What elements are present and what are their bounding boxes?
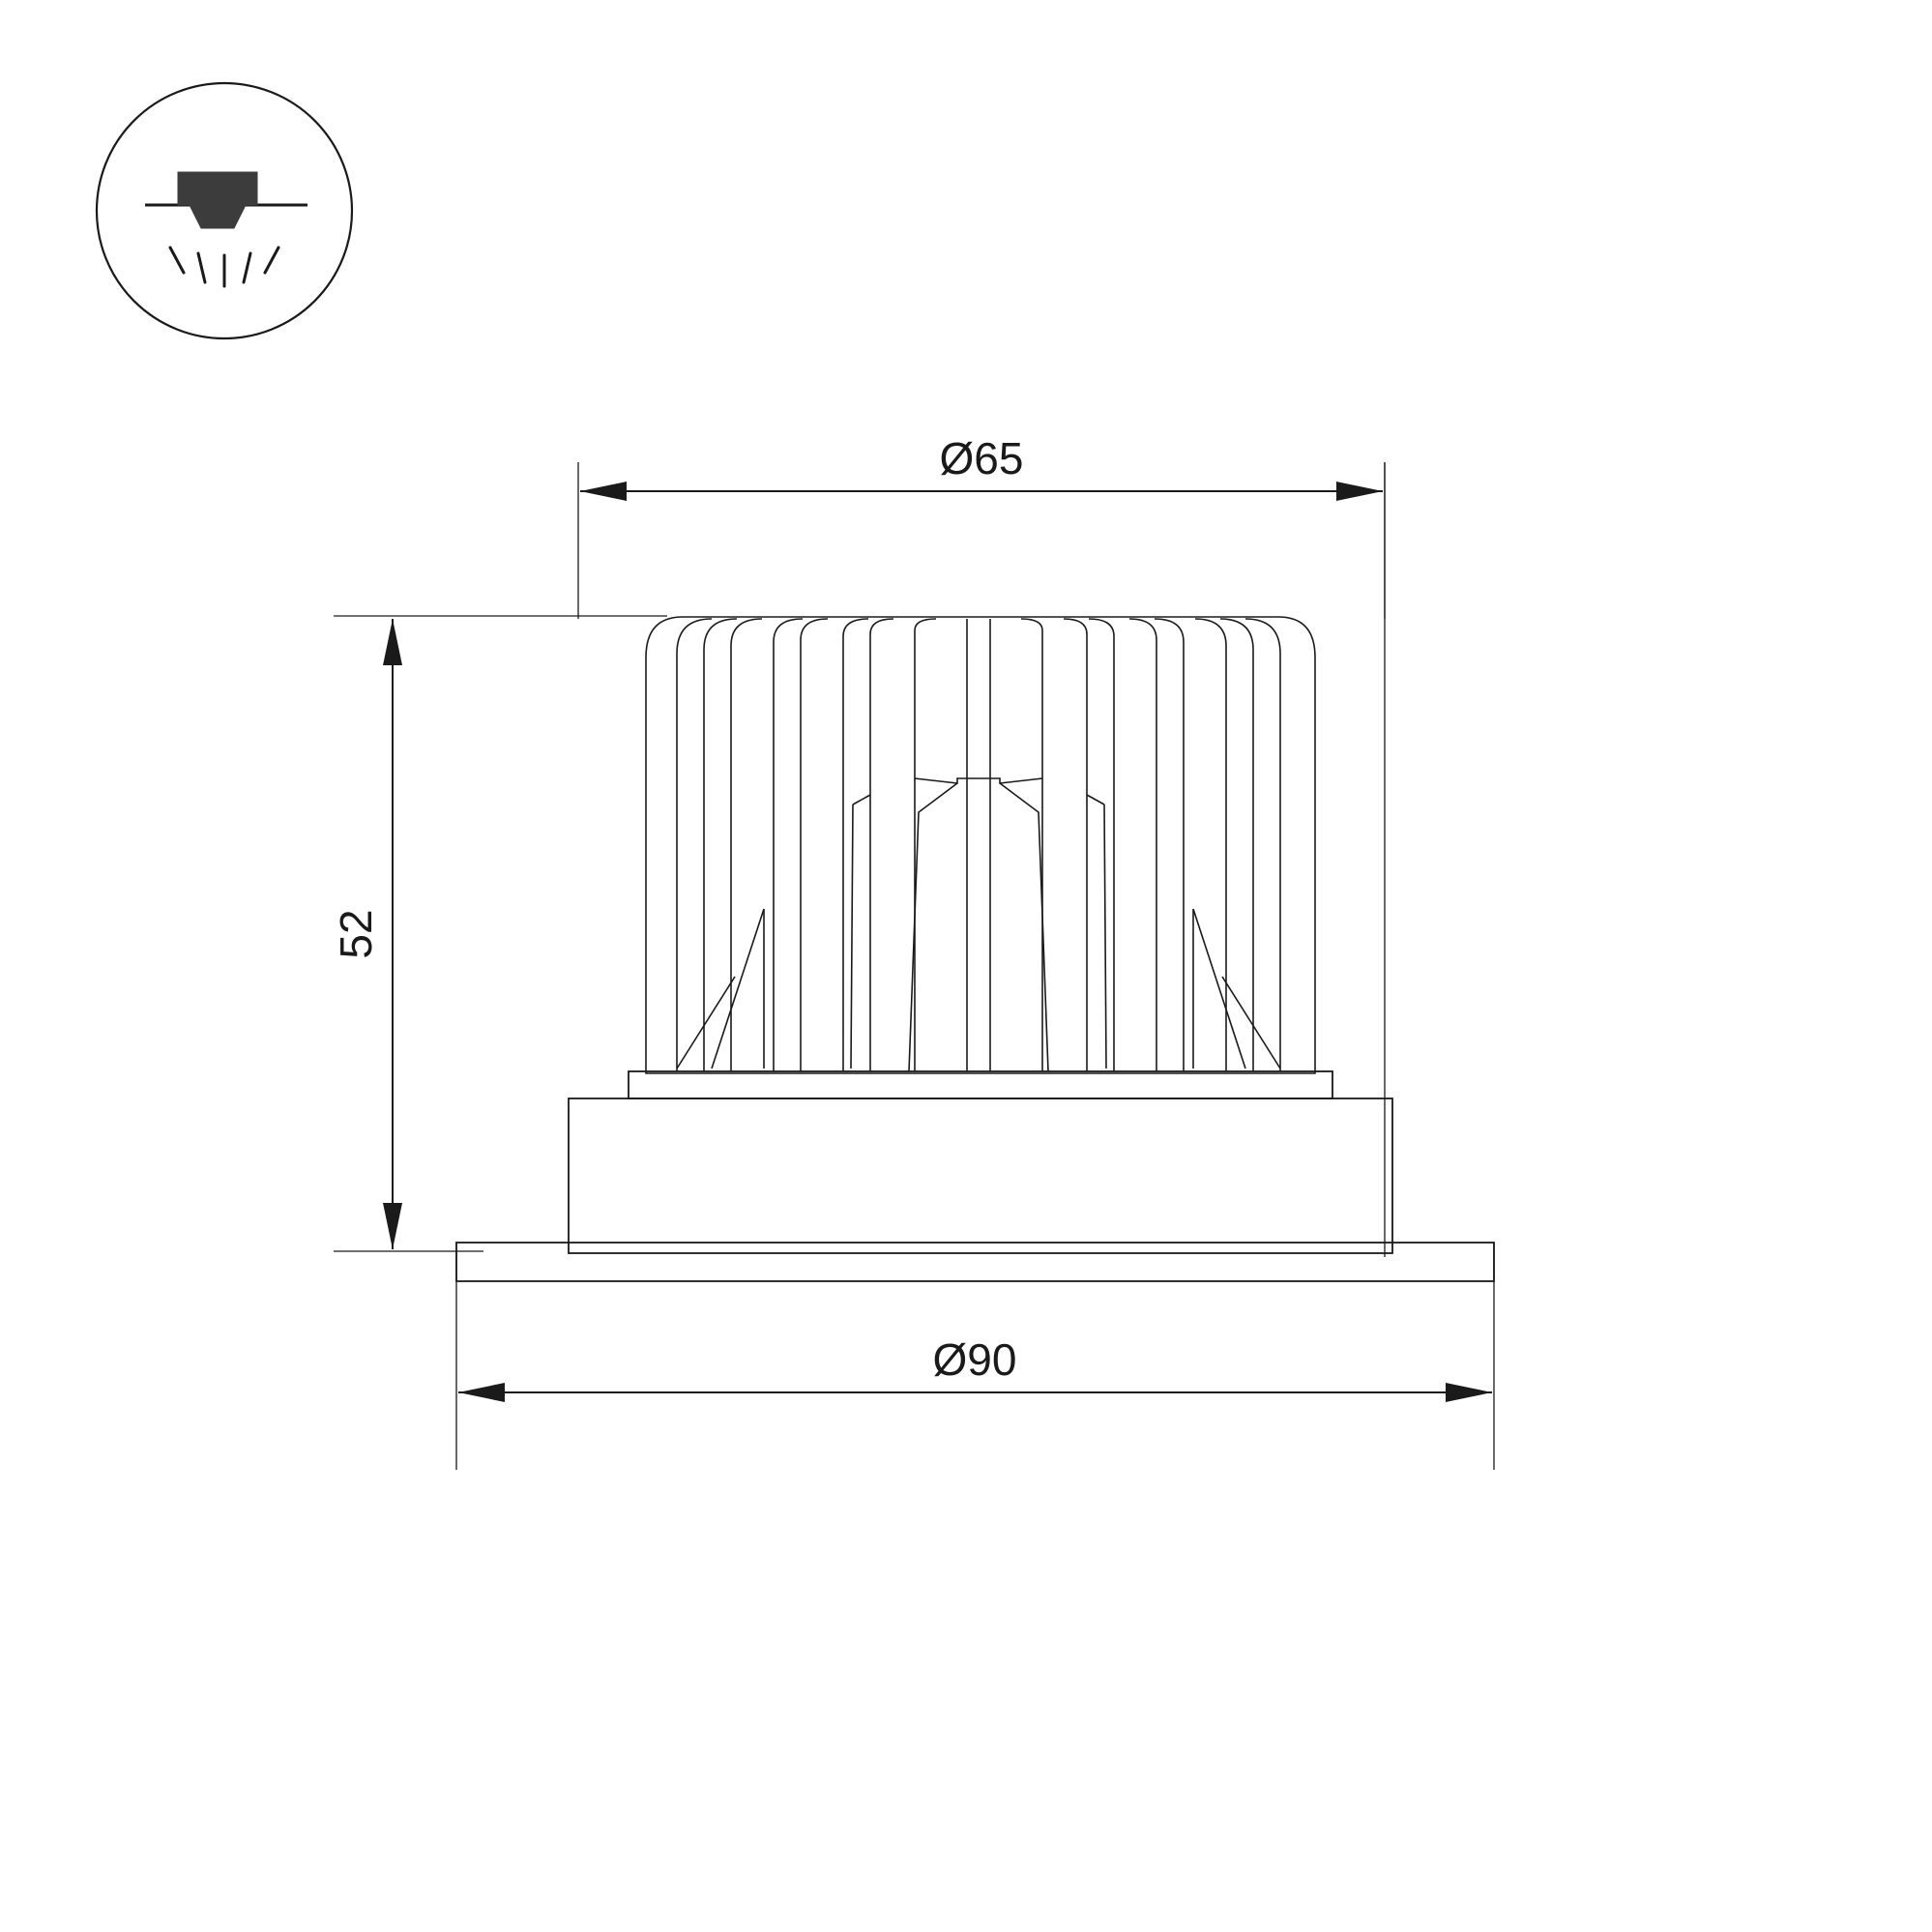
internal-edge-left-4 xyxy=(851,805,853,1068)
dimension-height xyxy=(331,619,402,1249)
fin-right-6 xyxy=(1089,619,1114,1071)
heatsink-outline xyxy=(646,617,1315,1073)
internal-edge-right-4 xyxy=(1104,805,1106,1068)
central-boss-profile xyxy=(909,778,1048,1071)
fin-right-3 xyxy=(1195,619,1226,1071)
dimension-bottom-diameter xyxy=(458,1334,1492,1402)
extension-lines xyxy=(334,462,1494,1470)
internal-edge-left-5 xyxy=(853,795,870,805)
fin-right-4 xyxy=(1155,619,1184,1071)
fin-left-6 xyxy=(843,619,868,1071)
dim-label-height: 52 xyxy=(331,909,381,959)
fixture-body-icon xyxy=(178,172,257,205)
housing-body xyxy=(456,1071,1494,1281)
arrow-right-top xyxy=(1336,482,1383,501)
fin-left-4 xyxy=(774,619,803,1071)
internal-edge-right-2 xyxy=(1193,909,1245,1068)
fin-right-5 xyxy=(1129,619,1156,1071)
boss-edge-left xyxy=(915,778,957,783)
heatsink-assembly xyxy=(646,617,1315,1073)
arrow-bottom-height xyxy=(383,1203,402,1249)
arrow-left-bottom xyxy=(458,1383,505,1402)
mounting-icon-group xyxy=(97,83,352,338)
fin-right-2 xyxy=(1220,619,1253,1071)
dim-label-top-diameter: Ø65 xyxy=(939,433,1024,483)
dim-label-bottom-diameter: Ø90 xyxy=(932,1334,1017,1385)
arrow-right-bottom xyxy=(1446,1383,1492,1402)
fin-right-7 xyxy=(1064,619,1087,1071)
trim-flange xyxy=(456,1243,1494,1281)
fin-left-2 xyxy=(704,619,737,1071)
internal-edge-left-2 xyxy=(712,909,764,1068)
housing-cylinder xyxy=(569,1098,1392,1253)
internal-edge-right-5 xyxy=(1087,795,1104,805)
fin-left-3 xyxy=(731,619,762,1071)
arrow-top-height xyxy=(383,619,402,665)
fin-left-7 xyxy=(870,619,893,1071)
fin-left-1 xyxy=(677,619,712,1071)
fin-right-1 xyxy=(1245,619,1280,1071)
arrow-left-top xyxy=(580,482,627,501)
dimension-top-diameter xyxy=(580,433,1383,501)
fin-left-5 xyxy=(801,619,828,1071)
boss-edge-right xyxy=(1000,778,1042,783)
heatsink-base-plate xyxy=(629,1071,1332,1098)
